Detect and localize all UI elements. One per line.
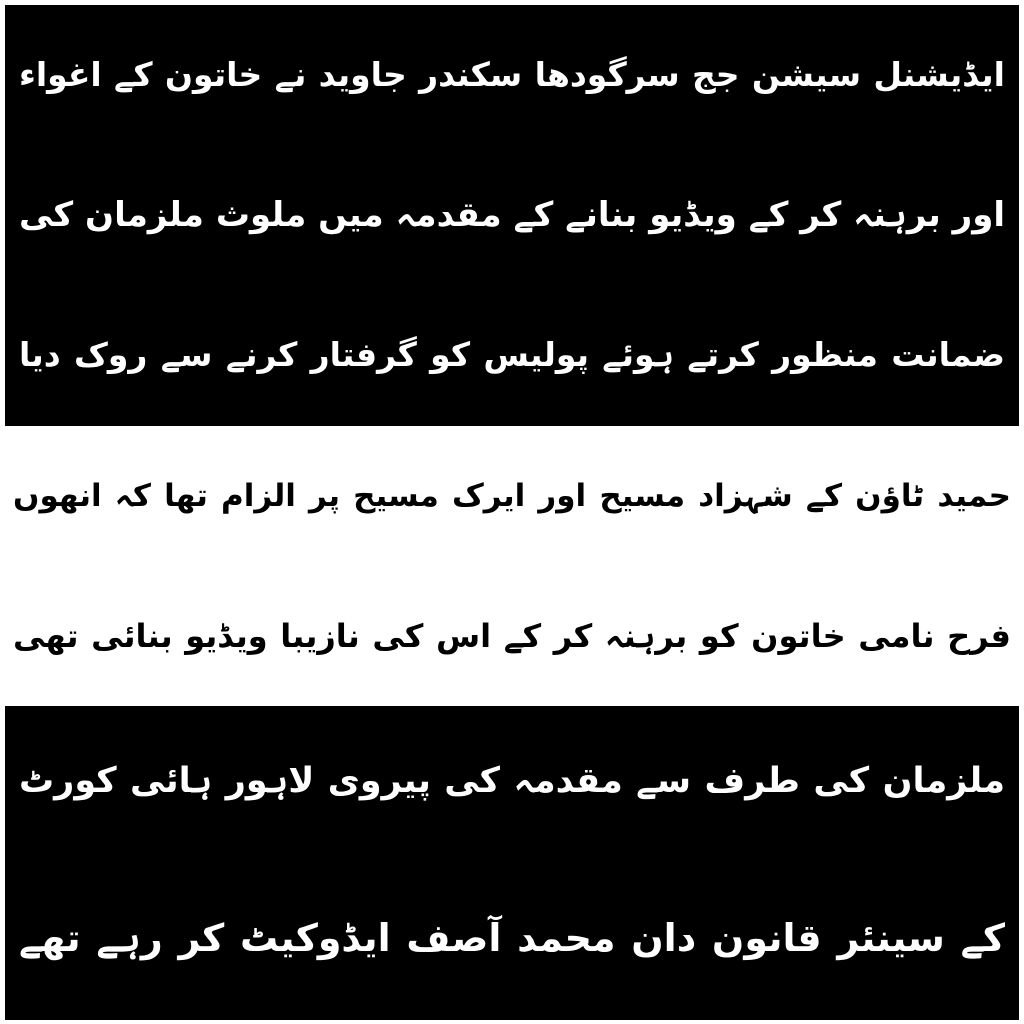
paragraph-1-block xyxy=(5,5,1019,426)
paragraph-2-block xyxy=(5,426,1019,706)
paragraph-2-line-2: فرح نامی خاتون کو برہنہ کر کے اس کی نازیبا ویڈیو بنائی تھی xyxy=(13,617,1011,655)
paragraph-1-line-3: ضمانت منظور کرتے ہوئے پولیس کو گرفتار کرنے سے روک دیا xyxy=(19,335,1005,374)
paragraph-3-line-2: کے سینئر قانون دان محمد آصف ایڈوکیٹ کر رہے تھے xyxy=(19,916,1005,960)
paragraph-3-block xyxy=(5,706,1019,1020)
paragraph-2-line-1: حمید ٹاؤن کے شہزاد مسیح اور ایرک مسیح پر الزام تھا کہ انھوں xyxy=(13,478,1011,514)
paragraph-3-line-1: ملزمان کی طرف سے مقدمہ کی پیروی لاہور ہائی کورٹ xyxy=(19,761,1005,801)
paragraph-1-line-2: اور برہنہ کر کے ویڈیو بنانے کے مقدمہ میں ملوث ملزمان کی xyxy=(19,195,1005,235)
paragraph-1-line-1: ایڈیشنل سیشن جج سرگودھا سکندر جاوید نے خاتون کے اغواء xyxy=(19,55,1005,94)
